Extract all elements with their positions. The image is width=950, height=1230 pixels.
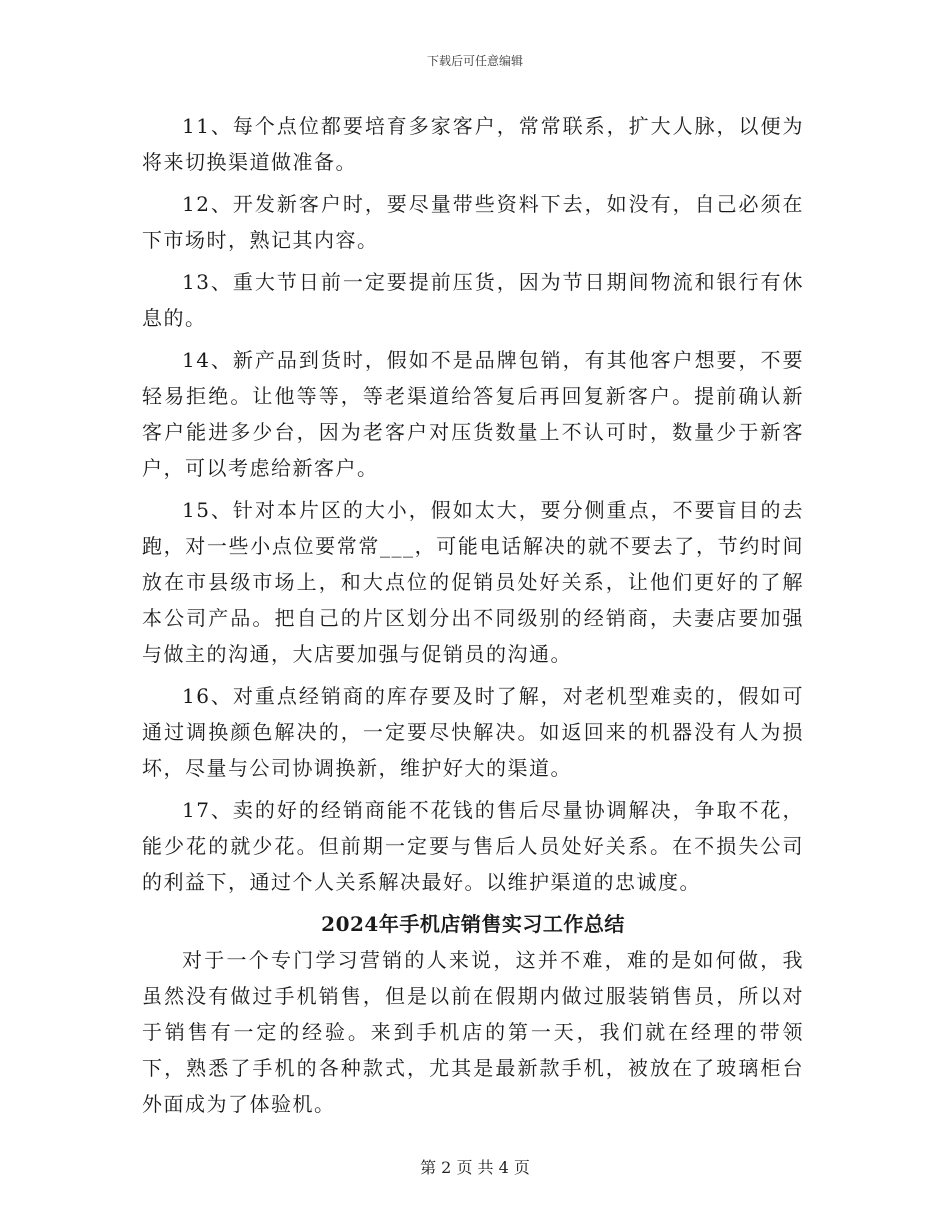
page-header: 下载后可任意编辑 [426,54,523,68]
paragraph-17: 17、卖的好的经销商能不花钱的售后尽量协调解决，争取不花，能少花的就少花。但前期一定要与售后人员处好关系。在不损失公司的利益下，通过个人关系解决最好。以维护渠道的忠诚度。 [142,798,804,894]
paragraph-15: 15、针对本片区的大小，假如太大，要分侧重点，不要盲目的去跑，对一些小点位要常常___，可能电话解决的就不要去了，节约时间放在市县级市场上，和大点位的促销员处好关系，让他们更好的了解本公司产品。把自己的片区划分出不同级别的经销商，夫妻店要加强与做主的沟通，大店要加强与促销员的沟通。 [142,498,804,666]
section-paragraph: 对于一个专门学习营销的人来说，这并不难，难的是如何做，我虽然没有做过手机销售，但是以前在假期内做过服装销售员，所以对于销售有一定的经验。来到手机店的第一天，我们就在经理的带领下，熟悉了手机的各种款式，尤其是最新款手机，被放在了玻璃柜台外面成为了体验机。 [142,948,804,1116]
paragraph-14: 14、新产品到货时，假如不是品牌包销，有其他客户想要，不要轻易拒绝。让他等等，等老渠道给答复后再回复新客户。提前确认新客户能进多少台，因为老客户对压货数量上不认可时，数量少于新客户，可以考虑给新客户。 [142,348,804,480]
paragraph-13: 13、重大节日前一定要提前压货，因为节日期间物流和银行有休息的。 [142,270,804,330]
page-footer: 第 2 页 共 4 页 [420,1158,530,1177]
paragraph-11: 11、每个点位都要培育多家客户，常常联系，扩大人脉，以便为将来切换渠道做准备。 [142,114,804,174]
paragraph-12: 12、开发新客户时，要尽量带些资料下去，如没有，自己必须在下市场时，熟记其内容。 [142,192,804,252]
paragraph-16: 16、对重点经销商的库存要及时了解，对老机型难卖的，假如可通过调换颜色解决的，一定要尽快解决。如返回来的机器没有人为损坏，尽量与公司协调换新，维护好大的渠道。 [142,684,804,780]
document-body [142,108,804,1128]
section-title: 2024年手机店销售实习工作总结 [321,912,625,936]
